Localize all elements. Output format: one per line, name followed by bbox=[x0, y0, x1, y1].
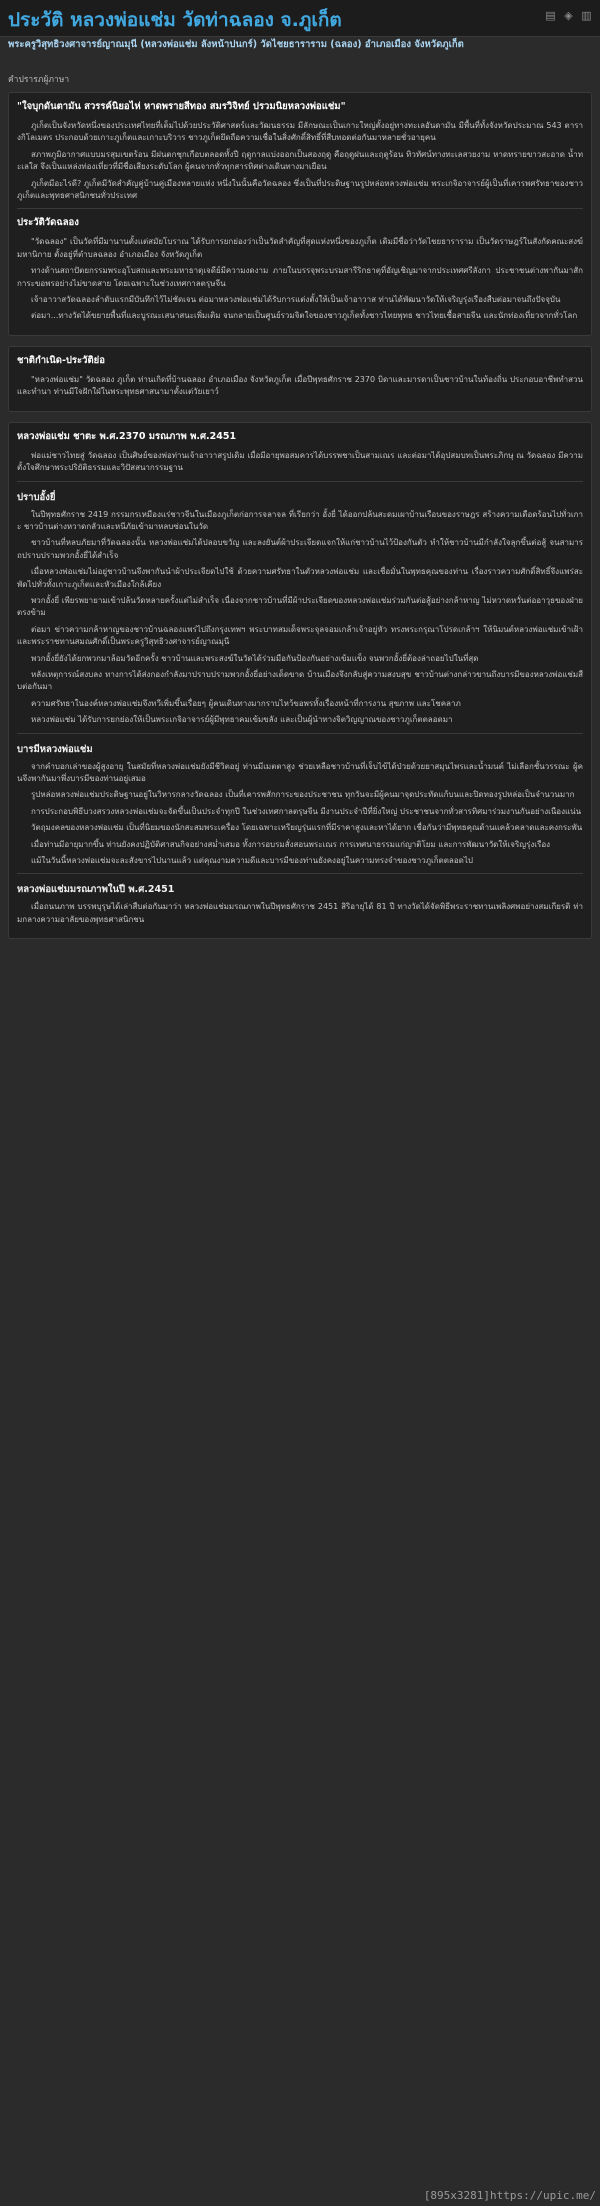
paragraph: "หลวงพ่อแช่ม" วัดฉลอง ภูเก็ต ท่านเกิดที่บ้านฉลอง อำเภอเมือง จังหวัดภูเก็ต เมื่อปีพุทธศักราช 2370 บิดาและมารดาเป็นชาวบ้านในท้องถิ่น ประกอบอาชีพทำสวนและทำนา ท่านมีใจฝักใฝ่ในพระพุทธศาสนามาตั้งแต่วัยเยาว์ bbox=[17, 374, 583, 397]
article-meta: คำปรารภผู้ภาษา bbox=[8, 75, 70, 85]
paragraph: "วัดฉลอง" เป็นวัดที่มีมานานตั้งแต่สมัยโบราณ ได้รับการยกย่องว่าเป็นวัดสำคัญที่สุดแห่งหนึ่งของภูเก็ต เดิมมีชื่อว่าวัดไชยธาราราม เป็นวัดราษฎร์ในสังกัดคณะสงฆ์มหานิกาย ตั้งอยู่ที่ตำบลฉลอง อำเภอเมือง จังหวัดภูเก็ต bbox=[17, 237, 583, 259]
paragraph: เมื่อหลวงพ่อแช่มไม่อยู่ชาวบ้านจึงพากันนำผ้าประเจียดไปใช้ ด้วยความศรัทธาในตัวหลวงพ่อแช่ม และเชื่อมั่นในพุทธคุณของท่าน เรื่องราวความศักดิ์สิทธิ์จึงแพร่สะพัดไปทั่วทั้งเกาะภูเก็ตและหัวเมืองใกล้เคียง bbox=[17, 567, 583, 589]
bookmark-icon[interactable]: ▥ bbox=[581, 9, 592, 22]
divider bbox=[17, 208, 583, 209]
section-box bbox=[8, 422, 592, 940]
section-heading: "ใจบุกดันตามัน สวรรค์นิยอไห่ หาดพรายสีทอง สมรวิจิทย์ ปรวมนิยหลวงพ่อแช่ม" bbox=[17, 101, 346, 112]
paragraph: ในปีพุทธศักราช 2419 กรรมกรเหมืองแร่ชาวจีนในเมืองภูเก็ตก่อการจลาจล ที่เรียกว่า อั้งยี่ ได้ออกปล้นสะดมเผาบ้านเรือนของราษฎร สร้างความเดือดร้อนไปทั่วเกาะ ชาวบ้านต่างหวาดกลัวและหนีภัยเข้ามาหลบซ่อนในวัด bbox=[17, 509, 583, 531]
paragraph: ชาวบ้านที่หลบภัยมาที่วัดฉลองนั้น หลวงพ่อแช่มได้ปลอบขวัญ และลงยันต์ผ้าประเจียดแจกให้แก่ชาวบ้านไว้ป้องกันตัว ทำให้ชาวบ้านมีกำลังใจลุกขึ้นต่อสู้ จนสามารถปราบปรามพวกอั้งยี่ได้สำเร็จ bbox=[17, 538, 583, 560]
paragraph: หลังเหตุการณ์สงบลง ทางการได้ส่งกองกำลังมาปราบปรามพวกอั้งยี่อย่างเด็ดขาด บ้านเมืองจึงกลับสู่ความสงบสุข ชาวบ้านต่างกล่าวขานถึงบารมีของหลวงพ่อแช่มสืบต่อกันมา bbox=[17, 669, 583, 692]
paragraph: ภูเก็ตเป็นจังหวัดหนึ่งของประเทศไทยที่เต็มไปด้วยประวัติศาสตร์และวัฒนธรรม มีลักษณะเป็นเกาะใหญ่ตั้งอยู่ทางทะเลอันดามัน มีพื้นที่ทั้งจังหวัดประมาณ 543 ตารางกิโลเมตร ประกอบด้วยเกาะภูเก็ตและเกาะบริวาร ชาวภูเก็ตยึดถือความเชื่อในสิ่งศักดิ์สิทธิ์ที่สืบทอดต่อกันมาหลายชั่วอายุคน bbox=[17, 121, 583, 143]
share-icon[interactable]: ◈ bbox=[564, 9, 573, 22]
subsection-heading: บารมีหลวงพ่อแช่ม bbox=[17, 743, 93, 755]
page-title: ประวัติ หลวงพ่อแช่ม วัดท่าฉลอง จ.ภูเก็ต bbox=[8, 9, 342, 31]
header-bar bbox=[0, 0, 600, 37]
paragraph: พวกอั้งยี่ เพียรพยายามเข้าปล้นวัดหลายครั้งแต่ไม่สำเร็จ เนื่องจากชาวบ้านที่มีผ้าประเจียดของหลวงพ่อแช่มร่วมกันต่อสู้อย่างกล้าหาญ ไม่หวาดหวั่นต่ออาวุธของฝ่ายตรงข้าม bbox=[17, 595, 583, 618]
section-heading: หลวงพ่อแช่ม ชาตะ พ.ศ.2370 มรณภาพ พ.ศ.2451 bbox=[17, 430, 237, 442]
paragraph: จากคำบอกเล่าของผู้สูงอายุ ในสมัยที่หลวงพ่อแช่มยังมีชีวิตอยู่ ท่านมีเมตตาสูง ช่วยเหลือชาวบ้านที่เจ็บไข้ได้ป่วยด้วยยาสมุนไพรและน้ำมนต์ ไม่เลือกชั้นวรรณะ ผู้คนจึงพากันมาพึ่งบารมีของท่านอยู่เสมอ bbox=[17, 761, 583, 783]
paragraph: เมื่อท่านมีอายุมากขึ้น ท่านยังคงปฏิบัติศาสนกิจอย่างสม่ำเสมอ ทั้งการอบรมสั่งสอนพระเณร การเทศนาธรรมแก่ญาติโยม และการพัฒนาวัดให้เจริญรุ่งเรือง bbox=[31, 839, 551, 849]
section-box bbox=[8, 346, 592, 412]
divider bbox=[17, 481, 583, 482]
section-heading: ชาติกำเนิด-ประวัติย่อ bbox=[17, 354, 105, 366]
divider bbox=[17, 733, 583, 734]
paragraph: หลวงพ่อแช่ม ได้รับการยกย่องให้เป็นพระเกจิอาจารย์ผู้มีพุทธาคมเข้มขลัง และเป็นผู้นำทางจิตวิญญาณของชาวภูเก็ตตลอดมา bbox=[31, 715, 453, 725]
section-heading: ประวัติวัดฉลอง bbox=[17, 217, 79, 229]
subsection-heading: หลวงพ่อแช่มมรณภาพในปี พ.ศ.2451 bbox=[17, 884, 175, 896]
paragraph: พ่อแม่ชาวไทยสู่ วัดฉลอง เป็นศิษย์ของพ่อท่านเจ้าอาวาสรูปเดิม เมื่อมีอายุพอสมควรได้บรรพชาเป็นสามเณร และต่อมาได้อุปสมบทเป็นพระภิกษุ ณ วัดฉลอง มีความตั้งใจศึกษาพระปริยัติธรรมและวิปัสสนากรรมฐาน bbox=[17, 450, 583, 473]
paragraph: ทางด้านสถาปัตยกรรมพระอุโบสถและพระมหาธาตุเจดีย์มีความงดงาม ภายในบรรจุพระบรมสารีริกธาตุที่อัญเชิญมาจากประเทศศรีลังกา ประชาชนต่างพากันมาสักการะขอพรอย่างไม่ขาดสาย โดยเฉพาะในช่วงเทศกาลตรุษจีน bbox=[17, 266, 583, 288]
paragraph: เมื่อถนนภาพ บรรพบุรุษได้เล่าสืบต่อกันมาว่า หลวงพ่อแช่มมรณภาพในปีพุทธศักราช 2451 สิริอายุได้ 81 ปี ทางวัดได้จัดพิธีพระราชทานเพลิงศพอย่างสมเกียรติ ท่ามกลางความอาลัยของพุทธศาสนิกชน bbox=[17, 902, 583, 924]
paragraph: ต่อมา...ทางวัดได้ขยายพื้นที่และบูรณะเสนาสนะเพิ่มเติม จนกลายเป็นศูนย์รวมจิตใจของชาวภูเก็ตทั้งชาวไทยพุทธ ชาวไทยเชื้อสายจีน และนักท่องเที่ยวจากทั่วโลก bbox=[31, 311, 578, 321]
paragraph: สภาพภูมิอากาศแบบมรสุมเขตร้อน มีฝนตกชุกเกือบตลอดทั้งปี ฤดูกาลแบ่งออกเป็นสองฤดู คือฤดูฝนและฤดูร้อน ทิวทัศน์ทางทะเลสวยงาม หาดทรายขาวสะอาด น้ำทะเลใส จึงเป็นแหล่งท่องเที่ยวที่มีชื่อเสียงระดับโลก ผู้คนจากทั่วทุกสารทิศต่างเดินทางมาเยือน bbox=[17, 149, 583, 172]
print-icon[interactable]: ▤ bbox=[545, 9, 556, 22]
section-box bbox=[8, 92, 592, 336]
paragraph: วัตถุมงคลของหลวงพ่อแช่ม เป็นที่นิยมของนักสะสมพระเครื่อง โดยเฉพาะเหรียญรุ่นแรกที่มีราคาสูงและหาได้ยาก เชื่อกันว่ามีพุทธคุณด้านแคล้วคลาดและคงกระพัน bbox=[31, 823, 583, 833]
divider bbox=[17, 873, 583, 874]
paragraph: ความศรัทธาในองค์หลวงพ่อแช่มจึงทวีเพิ่มขึ้นเรื่อยๆ ผู้คนเดินทางมากราบไหว้ขอพรทั้งเรื่องหน้าที่การงาน สุขภาพ และโชคลาภ bbox=[31, 698, 461, 708]
paragraph: การประกอบพิธีบวงสรวงหลวงพ่อแช่มจะจัดขึ้นเป็นประจำทุกปี ในช่วงเทศกาลตรุษจีน มีงานประจำปีที่ยิ่งใหญ่ ประชาชนจากทั่วสารทิศมาร่วมงานกันอย่างเนืองแน่น bbox=[31, 806, 582, 816]
image-source-label: [895x3281]https://upic.me/ bbox=[423, 2189, 596, 2202]
paragraph: ต่อมา ข่าวความกล้าหาญของชาวบ้านฉลองแพร่ไปถึงกรุงเทพฯ พระบาทสมเด็จพระจุลจอมเกล้าเจ้าอยู่หัว ทรงพระกรุณาโปรดเกล้าฯ ให้นิมนต์หลวงพ่อแช่มเข้าเฝ้า และพระราชทานสมณศักดิ์เป็นพระครูวิสุทธิวงศาจารย์ญาณมุนี bbox=[17, 624, 583, 647]
subsection-heading: ปราบอั้งยี่ bbox=[17, 491, 56, 503]
paragraph: เจ้าอาวาสวัดฉลองลำดับแรกมีบันทึกไว้ไม่ชัดเจน ต่อมาหลวงพ่อแช่มได้รับการแต่งตั้งให้เป็นเจ้าอาวาส ท่านได้พัฒนาวัดให้เจริญรุ่งเรืองสืบต่อมาจนถึงปัจจุบัน bbox=[31, 295, 561, 305]
page-subtitle: พระครูวิสุทธิวงศาจารย์ญาณมุนี (หลวงพ่อแช่ม ลังหน้าปนกร์) วัดไชยธาราราม (ฉลอง) อำเภอเมือง จังหวัดภูเก็ต bbox=[8, 39, 464, 50]
toolbar bbox=[545, 10, 592, 22]
paragraph: รูปหล่อหลวงพ่อแช่มประดิษฐานอยู่ในวิหารกลางวัดฉลอง เป็นที่เคารพสักการะของประชาชน ทุกวันจะมีผู้คนมาจุดประทัดแก้บนและปิดทองรูปหล่อเป็นจำนวนมาก bbox=[31, 790, 575, 800]
paragraph: ภูเก็ตมีอะไรดี? ภูเก็ตมีวัดสำคัญคู่บ้านคู่เมืองหลายแห่ง หนึ่งในนั้นคือวัดฉลอง ซึ่งเป็นที่ประดิษฐานรูปหล่อหลวงพ่อแช่ม พระเกจิอาจารย์ผู้เป็นที่เคารพศรัทธาของชาวภูเก็ตและพุทธศาสนิกชนทั่วประเทศ bbox=[17, 178, 583, 201]
paragraph: แม้ในวันนี้หลวงพ่อแช่มจะละสังขารไปนานแล้ว แต่คุณงามความดีและบารมีของท่านยังคงอยู่ในความทรงจำของชาวภูเก็ตตลอดไป bbox=[31, 856, 473, 866]
paragraph: พวกอั้งยี่ยังได้ยกพวกมาล้อมวัดอีกครั้ง ชาวบ้านและพระสงฆ์ในวัดได้ร่วมมือกันป้องกันอย่างเข้มแข็ง จนพวกอั้งยี่ต้องล่าถอยไปในที่สุด bbox=[31, 653, 479, 663]
article-content bbox=[8, 70, 592, 949]
